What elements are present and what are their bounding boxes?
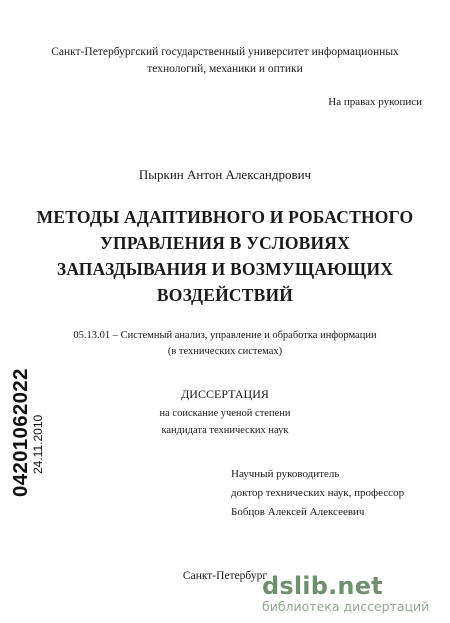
university-line-1: Санкт-Петербургский государственный университет информационных <box>51 46 399 58</box>
title-line-3: ЗАПАЗДЫВАНИЯ И ВОЗМУЩАЮЩИХ <box>56 259 394 279</box>
specialty-line-2: (в технических системах) <box>167 346 283 357</box>
degree-sought <box>0 405 450 439</box>
side-stamp-code: 04201062022 <box>9 368 32 497</box>
dissertation-title <box>0 204 450 308</box>
specialty-line-1: 05.13.01 – Системный анализ, управление и обработка информации <box>73 330 377 341</box>
supervisor-name: Бобцов Алексей Алексеевич <box>231 506 365 518</box>
supervisor-degree: доктор технических наук, профессор <box>231 487 405 499</box>
university-line-2: технологий, механики и оптики <box>147 63 303 75</box>
supervisor-block <box>231 465 404 522</box>
university-name <box>0 44 450 78</box>
title-line-1: МЕТОДЫ АДАПТИВНОГО И РОБАСТНОГО <box>36 207 414 227</box>
manuscript-note: На правах рукописи <box>328 96 422 108</box>
supervisor-label: Научный руководитель <box>231 468 340 480</box>
watermark <box>262 573 442 614</box>
specialty-code <box>0 328 450 360</box>
watermark-tagline: библиотека диссертаций <box>262 599 430 614</box>
side-stamp-date: 24.11.2010 <box>31 414 45 474</box>
author-name: Пыркин Антон Александрович <box>138 167 312 182</box>
title-line-2: УПРАВЛЕНИЯ В УСЛОВИЯХ <box>99 233 350 253</box>
watermark-logo: dslib.net <box>262 572 383 600</box>
city: Санкт-Петербург <box>182 570 268 582</box>
degree-line-1: на соискание ученой степени <box>159 408 291 419</box>
degree-line-2: кандидата технических наук <box>161 425 289 436</box>
document-type: ДИССЕРТАЦИЯ <box>181 387 269 401</box>
title-line-4: ВОЗДЕЙСТВИЙ <box>156 285 294 305</box>
